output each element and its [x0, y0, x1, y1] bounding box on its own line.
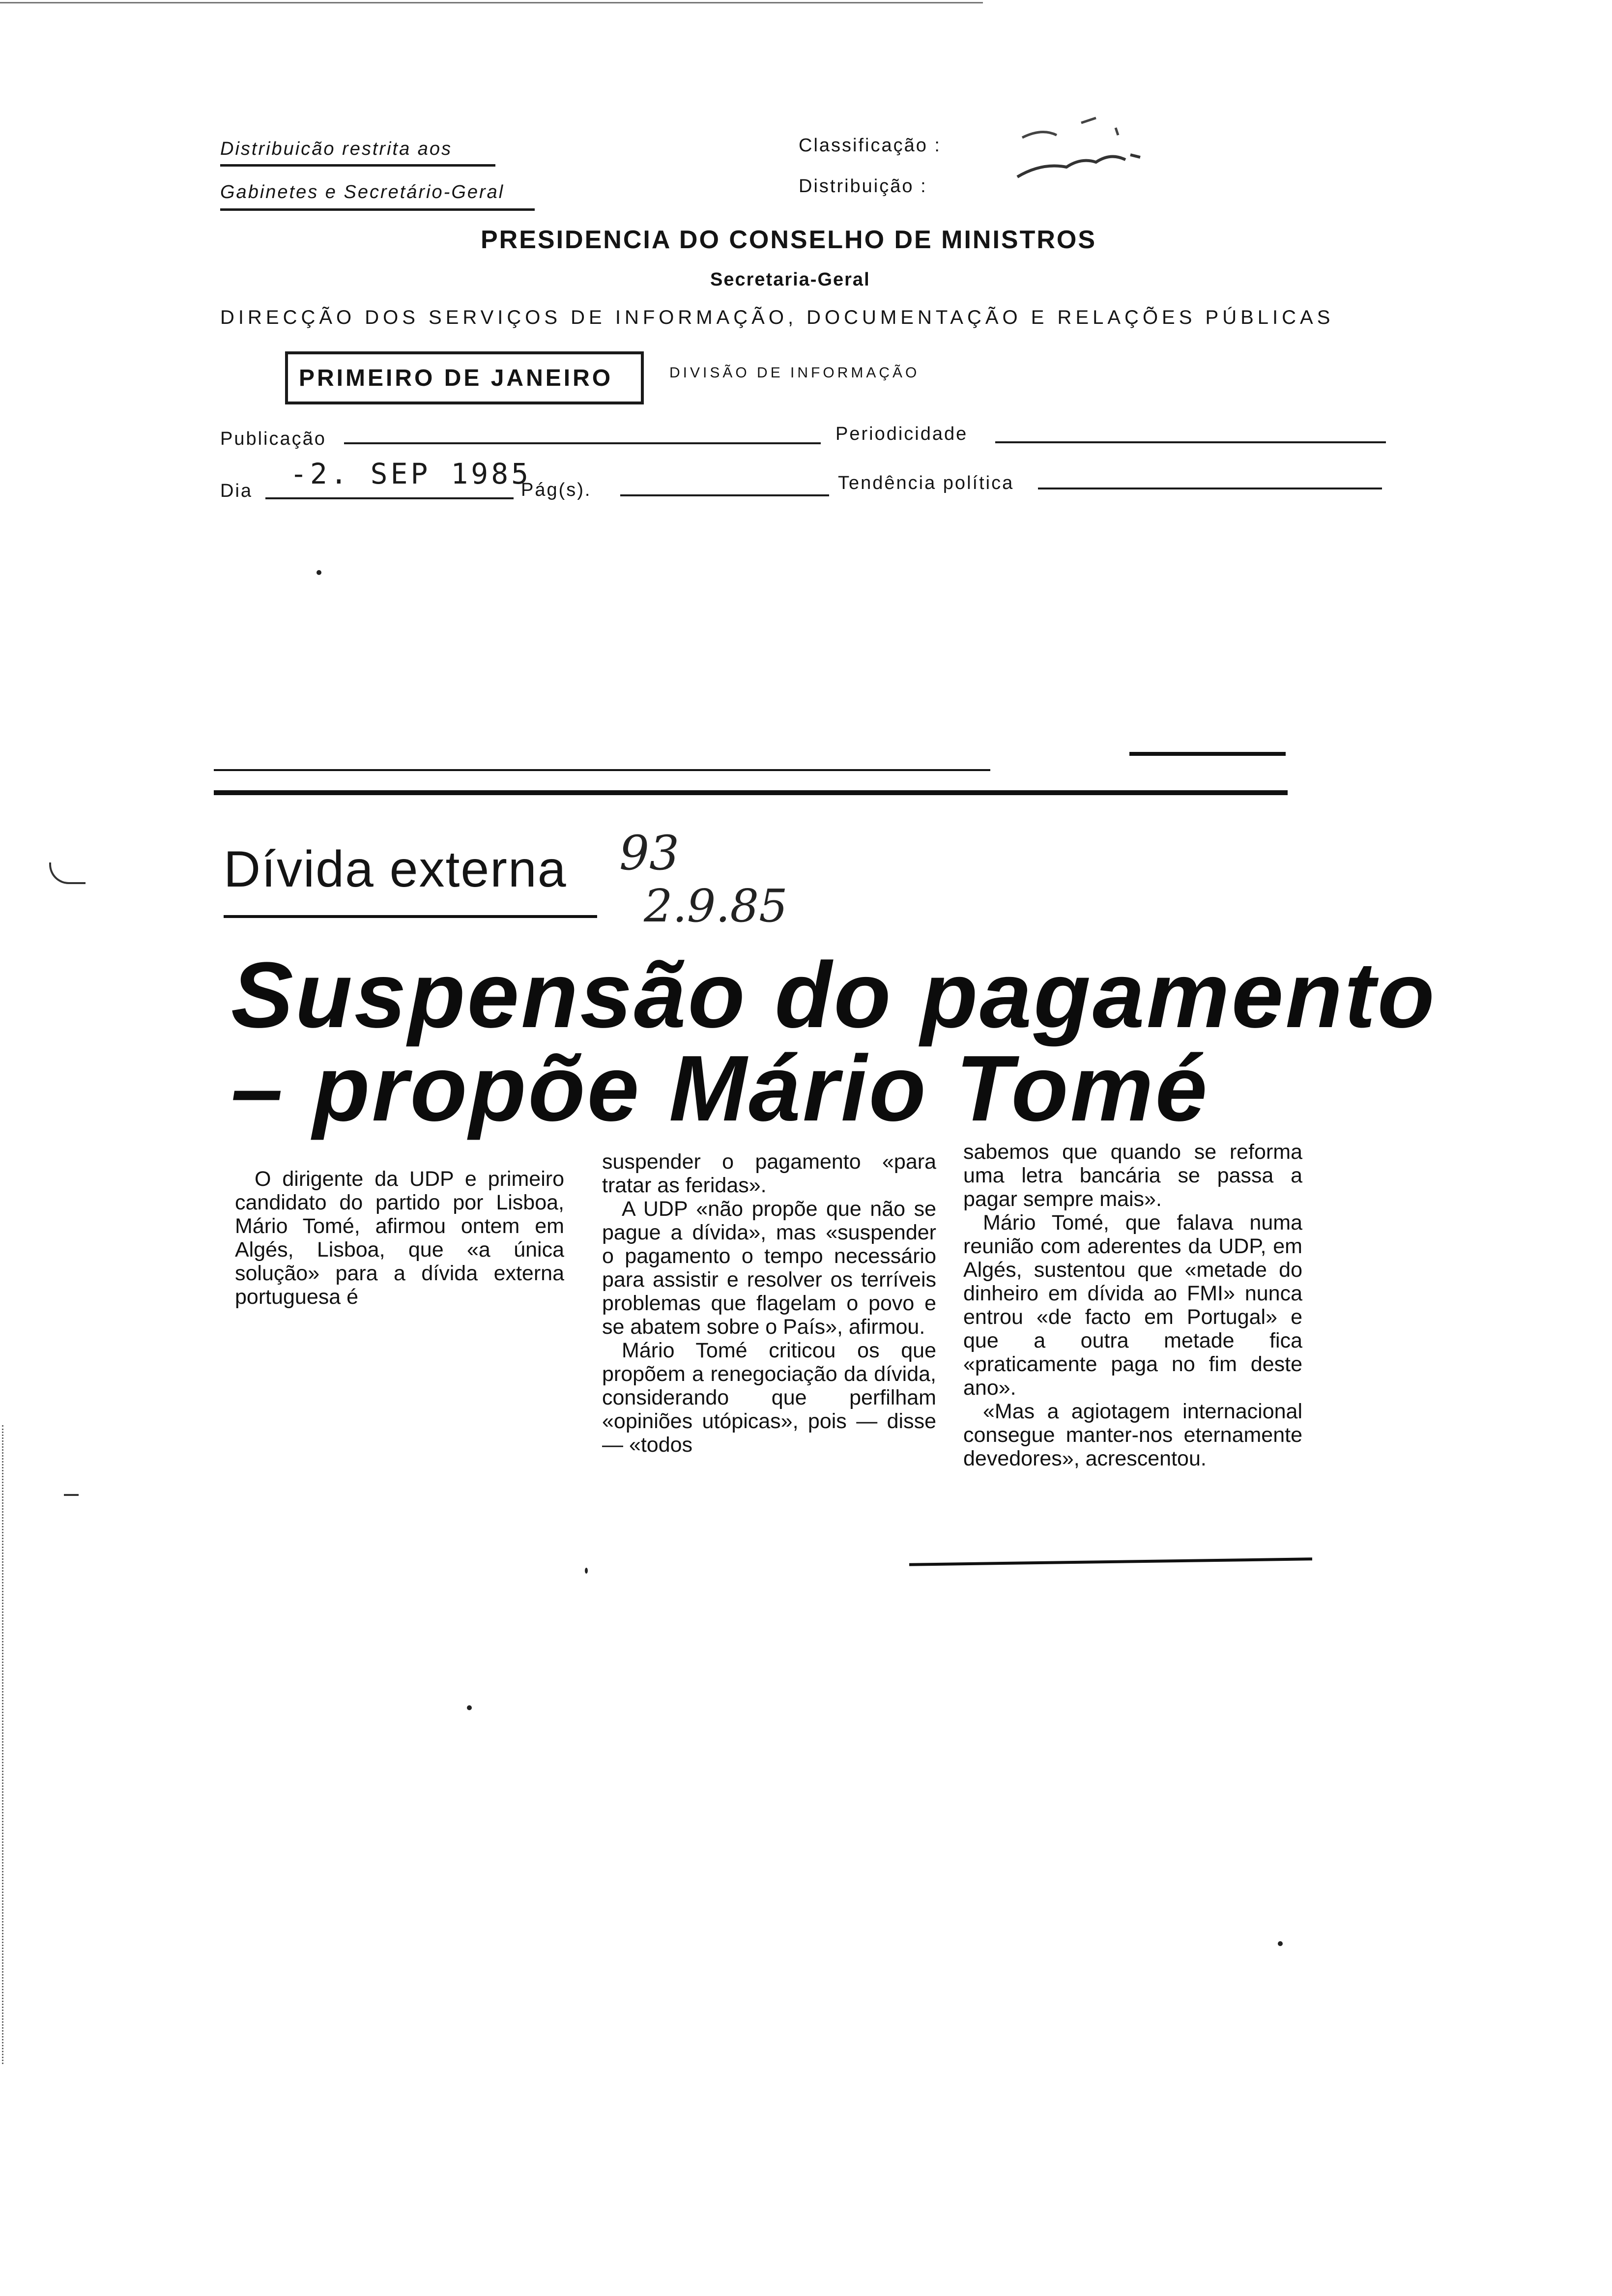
scan-speck: [1278, 1941, 1283, 1946]
margin-mark: [64, 1494, 79, 1496]
publication-stamp: PRIMEIRO DE JANEIRO: [285, 351, 644, 404]
margin-mark: [49, 862, 86, 884]
clipping-top-rule-short: [1129, 752, 1286, 756]
classificacao-label: Classificação :: [799, 135, 941, 156]
col2-paragraph: A UDP «não propõe que não se pague a dívida», mas «suspender o pagamento o tempo necessário para assistir e resolver os terríveis problemas que flagelam o povo e se abatem sobre o País», afirmou.: [602, 1197, 936, 1339]
headline-line-2: – propõe Mário Tomé: [231, 1036, 1209, 1141]
pags-label: Pág(s).: [521, 480, 592, 500]
secretaria-geral: Secretaria-Geral: [710, 269, 870, 290]
dia-label: Dia: [220, 481, 253, 501]
distribution-underline-1: [220, 164, 495, 167]
col2-paragraph: Mário Tomé criticou os que propõem a renegociação da dívida, considerando que perfilham «opiniões utópicas», pois — disse — «todos: [602, 1339, 936, 1457]
col3-paragraph: «Mas a agiotagem internacional consegue manter-nos eternamente devedores», acrescentou.: [963, 1400, 1302, 1470]
pags-field-line: [620, 494, 829, 496]
handwritten-scribble: [1012, 108, 1160, 187]
article-kicker: Dívida externa: [224, 841, 567, 898]
article-column-2: [602, 1150, 936, 1457]
scan-speck: [317, 570, 321, 575]
presidencia-title: PRESIDENCIA DO CONSELHO DE MINISTROS: [481, 226, 1097, 254]
distribution-restriction-line1: Distribuicão restrita aos: [220, 139, 453, 159]
col2-paragraph: suspender o pagamento «para tratar as feridas».: [602, 1150, 936, 1197]
kicker-underline: [224, 915, 597, 918]
article-column-3: [963, 1140, 1302, 1470]
article-column-1: [235, 1167, 564, 1309]
col3-paragraph: sabemos que quando se reforma uma letra bancária se passa a pagar sempre mais».: [963, 1140, 1302, 1211]
col3-paragraph: Mário Tomé, que falava numa reunião com aderentes da UDP, em Algés, sustentou que «metade do dinheiro em dívida ao FMI» nunca entrou «de facto em Portugal» e que a outra metade fica «praticamente paga no fim deste ano».: [963, 1211, 1302, 1400]
scan-speck: [467, 1705, 472, 1710]
periodicidade-field-line: [995, 441, 1386, 443]
handwritten-note-date: 2.9.85: [644, 880, 788, 932]
periodicidade-label: Periodicidade: [835, 424, 968, 444]
distribuicao-label: Distribuição :: [799, 176, 927, 197]
col1-paragraph: O dirigente da UDP e primeiro candidato do partido por Lisboa, Mário Tomé, afirmou ontem em Algés, Lisboa, que «a única solução» para a dívida externa portuguesa é: [235, 1167, 564, 1309]
handwritten-note-number: 93: [619, 826, 680, 881]
margin-edge-dots: [2, 1425, 5, 2064]
scan-speck: [585, 1568, 588, 1574]
clipping-end-rule: [909, 1557, 1312, 1566]
clipping-top-rule-thin: [214, 769, 990, 771]
tendencia-field-line: [1038, 488, 1382, 489]
dia-field-line: [265, 497, 514, 499]
distribution-underline-2: [220, 208, 535, 211]
dia-date-stamp: -2. SEP 1985: [290, 457, 532, 490]
tendencia-politica-label: Tendência política: [838, 473, 1014, 493]
distribution-restriction-line2: Gabinetes e Secretário-Geral: [220, 182, 505, 202]
divisao-informacao: DIVISÃO DE INFORMAÇÃO: [669, 365, 920, 381]
publicacao-field-line: [344, 442, 821, 444]
scan-edge-line: [0, 2, 983, 3]
publicacao-label: Publicação: [220, 429, 326, 449]
clipping-top-rule-thick: [214, 790, 1288, 795]
direccao-servicos: DIRECÇÃO DOS SERVIÇOS DE INFORMAÇÃO, DOCUMENTAÇÃO E RELAÇÕES PÚBLICAS: [220, 307, 1334, 328]
headline-line-1: Suspensão do pagamento: [231, 943, 1437, 1047]
